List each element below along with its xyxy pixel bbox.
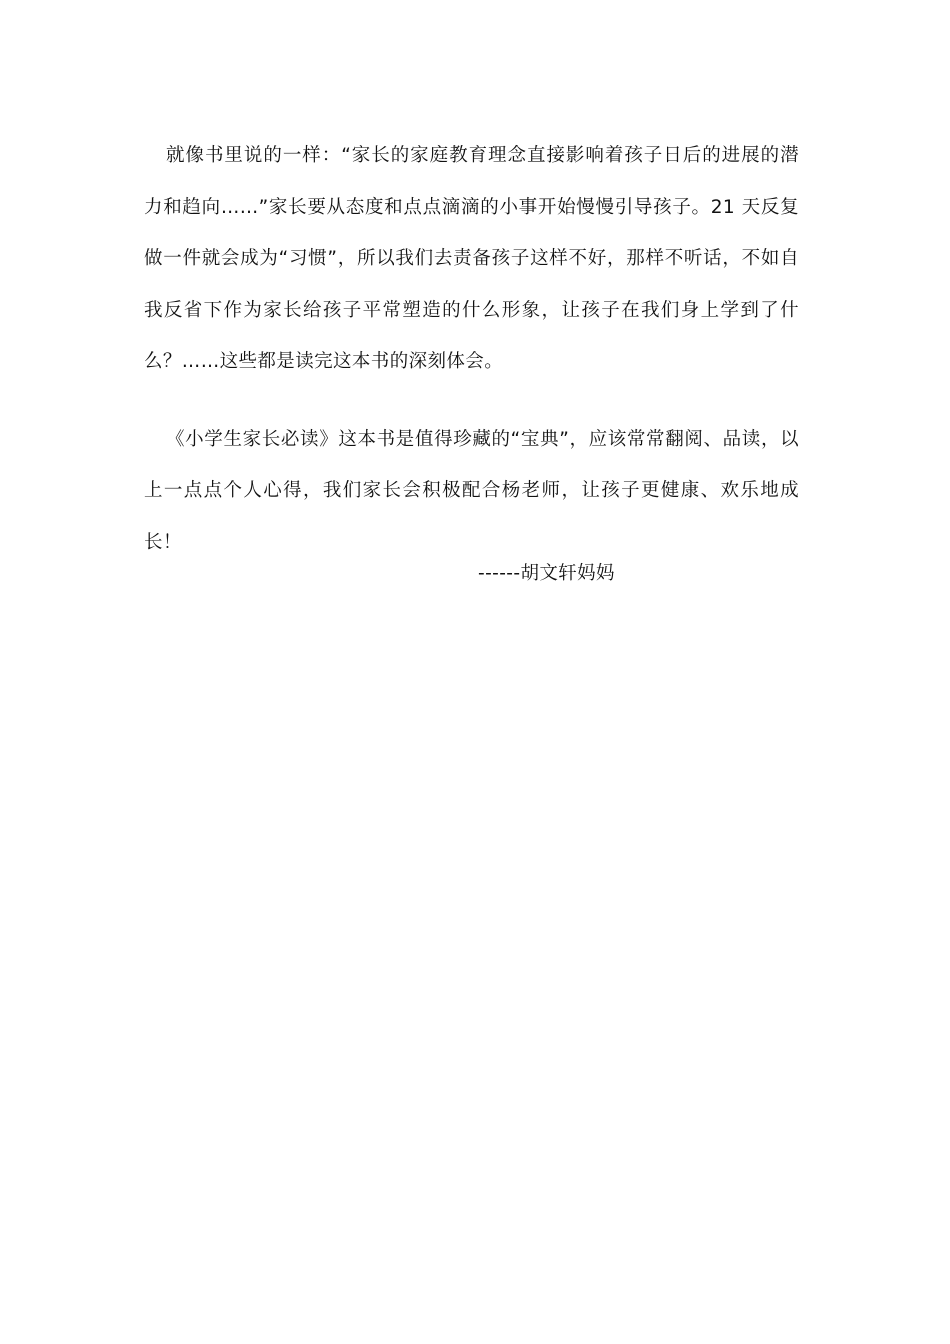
author-signature: ------胡文轩妈妈	[478, 563, 615, 584]
paragraph-book-recommendation: 《小学生家长必读》这本书是值得珍藏的“宝典”，应该常常翻阅、品读，以上一点点个人心得，我们家长会积极配合杨老师，让孩子更健康、欢乐地成长！	[144, 428, 799, 553]
paragraph-reading-reflection: 就像书里说的一样：“家长的家庭教育理念直接影响着孩子日后的进展的潜力和趋向……”家长要从态度和点点滴滴的小事开始慢慢引导孩子。21 天反复做一件就会成为“习惯”，所以我们去责备孩子这样不好，那样不听话，不如自我反省下作为家长给孩子平常塑造的什么形象，让孩子在我们身上学到了什么？……这些都是读完这本书的深刻体会。	[144, 145, 799, 372]
document-body	[144, 130, 799, 568]
